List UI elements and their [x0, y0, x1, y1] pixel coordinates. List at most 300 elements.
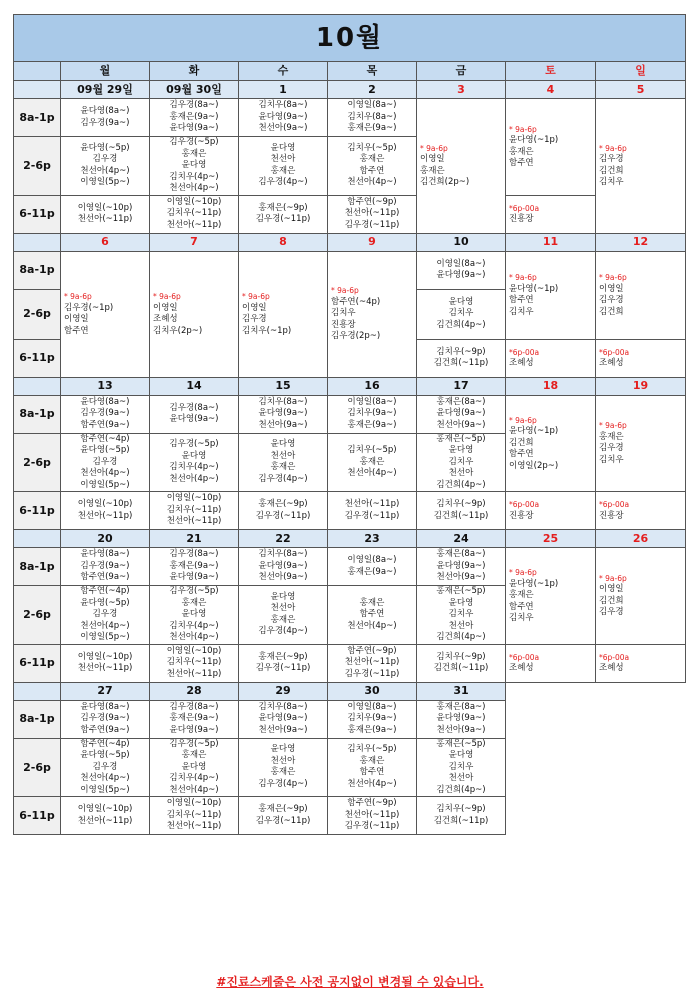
staff-entry: 천선아(~11p) [77, 510, 133, 521]
staff-entry: 함주연(~4p) [80, 738, 130, 749]
staff-entry: 윤다영(9a~) [169, 123, 219, 134]
staff-entry: 김우경 [599, 295, 624, 305]
staff-entry: 천선아(~11p) [344, 809, 400, 820]
schedule-cell [328, 99, 417, 137]
schedule-cell [417, 395, 506, 433]
staff-entry: 이영일(8a~) [347, 555, 397, 565]
staff-entry: 김치우(8a~) [347, 111, 397, 122]
staff-entry: 김치우(8a~) [258, 396, 308, 407]
staff-entry: 김우경 [92, 154, 118, 165]
date-cell: 28 [150, 682, 239, 700]
staff-entry: 이영일 [64, 314, 89, 324]
schedule-cell [328, 195, 417, 233]
staff-entry: 김치우 [448, 609, 474, 619]
staff-entry: 이영일(5p~) [80, 632, 130, 642]
staff-entry: 김건희 [509, 437, 534, 448]
staff-entry: 이영일(5p~) [80, 177, 130, 188]
hours-note: * 9a-6p [420, 143, 448, 153]
staff-entry: 윤다영(9a~) [258, 560, 308, 571]
schedule-table [13, 14, 686, 835]
saturday-night-cell [506, 339, 596, 377]
schedule-cell [328, 492, 417, 530]
date-row-corner [14, 530, 61, 548]
date-cell: 30 [328, 682, 417, 700]
staff-entry: 홍재은 [270, 462, 296, 473]
date-row-corner [14, 233, 61, 251]
staff-entry: 김우경 [92, 456, 118, 467]
staff-entry: 윤다영 [270, 142, 296, 153]
staff-entry: 함주연 [64, 325, 89, 336]
date-cell: 12 [596, 233, 686, 251]
date-cell: 18 [506, 377, 596, 395]
staff-entry: 천선아 [270, 603, 296, 614]
date-cell: 6 [61, 233, 150, 251]
date-cell: 21 [150, 530, 239, 548]
staff-entry: 함주연(~9p) [347, 645, 397, 656]
staff-entry: 김우경(8a~) [169, 402, 219, 413]
staff-entry: 천선아(4p~) [80, 468, 130, 478]
schedule-cell [328, 548, 417, 586]
night-hours-note: *6p-00a [509, 500, 540, 509]
date-cell: 09월 30일 [150, 81, 239, 99]
holiday-schedule-cell [150, 251, 239, 377]
staff-entry: 천선아(4p~) [80, 165, 130, 176]
page-title: 10월 [14, 15, 686, 62]
staff-entry: 김건희(~11p) [433, 663, 489, 673]
schedule-cell [417, 339, 506, 377]
staff-entry: 김치우(4p~) [169, 462, 219, 473]
staff-entry: 김건희(2p~) [420, 177, 470, 188]
date-row-corner [14, 377, 61, 395]
staff-entry: 김치우(4p~) [169, 171, 219, 182]
holiday-schedule-cell [328, 251, 417, 377]
staff-entry: 김치우(~11p) [166, 208, 222, 219]
time-slot-label: 8a-1p [14, 700, 61, 738]
schedule-cell [239, 700, 328, 738]
staff-entry: 함주연 [509, 601, 534, 612]
staff-entry: 이영일(8a~) [347, 701, 397, 712]
staff-entry: 홍재은(9a~) [169, 713, 219, 724]
staff-entry: 김치우(~5p) [347, 445, 397, 455]
time-slot-label: 8a-1p [14, 251, 61, 289]
staff-entry: 홍재은(~9p) [258, 804, 308, 814]
date-cell: 8 [239, 233, 328, 251]
staff-entry: 천선아(4p~) [169, 632, 219, 642]
schedule-cell [150, 137, 239, 196]
date-cell: 3 [417, 81, 506, 99]
schedule-cell [417, 492, 506, 530]
date-cell: 25 [506, 530, 596, 548]
schedule-cell [328, 700, 417, 738]
night-hours-note: *6p-00a [509, 652, 540, 662]
time-slot-label: 6-11p [14, 195, 61, 233]
staff-entry: 김건희(~11p) [433, 815, 489, 826]
staff-entry: 함주연 [359, 165, 385, 176]
staff-entry: 김우경(~5p) [169, 439, 219, 450]
staff-entry: 이영일(2p~) [509, 460, 559, 471]
staff-entry: 천선아 [448, 468, 474, 478]
staff-entry: 김치우(~9p) [436, 804, 486, 814]
staff-entry: 김치우(~11p) [166, 504, 222, 515]
staff-entry: 윤다영(~1p) [509, 578, 559, 589]
staff-entry: 윤다영 [270, 439, 296, 450]
schedule-cell [61, 797, 150, 835]
staff-entry: 김건희 [599, 595, 624, 606]
staff-entry: 이영일(~10p) [166, 798, 222, 809]
staff-entry: 천선아 [448, 773, 474, 783]
staff-entry: 김치우 [448, 456, 474, 467]
schedule-cell [239, 492, 328, 530]
hours-note: * 9a-6p [509, 273, 537, 282]
schedule-cell [328, 644, 417, 682]
empty-cell [506, 797, 686, 835]
schedule-cell [417, 289, 506, 339]
staff-entry: 천선아(9a~) [436, 724, 486, 735]
date-cell: 26 [596, 530, 686, 548]
corner-cell [14, 62, 61, 81]
staff-entry: 천선아(9a~) [258, 572, 308, 583]
staff-entry: 김치우(9a~) [347, 408, 397, 419]
staff-entry: 김건희(4p~) [436, 632, 486, 642]
saturday-night-cell [506, 644, 596, 682]
staff-entry: 윤다영(~5p) [80, 597, 130, 608]
night-hours-note: *6p-00a [599, 652, 630, 662]
staff-entry: 천선아(~11p) [77, 663, 133, 673]
staff-entry: 김치우(9a~) [347, 713, 397, 724]
staff-entry: 윤다영 [448, 445, 474, 455]
staff-entry: 천선아(4p~) [169, 473, 219, 484]
date-cell: 15 [239, 377, 328, 395]
hours-note: * 9a-6p [509, 415, 537, 425]
empty-cell [506, 700, 686, 738]
staff-entry: 홍재은 [270, 165, 296, 176]
saturday-day-cell [506, 251, 596, 339]
staff-entry: 김우경 [92, 761, 118, 772]
staff-entry: 윤다영(~5p) [80, 445, 130, 455]
staff-entry: 홍재은 [359, 456, 385, 467]
weekday-header: 목 [328, 62, 417, 81]
staff-entry: 김치우(8a~) [258, 100, 308, 111]
date-cell: 11 [506, 233, 596, 251]
schedule-cell [239, 586, 328, 645]
staff-entry: 김치우(4p~) [169, 773, 219, 783]
time-slot-label: 8a-1p [14, 99, 61, 137]
staff-entry: 이영일(~10p) [77, 499, 133, 509]
hours-note: * 9a-6p [599, 421, 627, 431]
staff-entry: 윤다영(8a~) [80, 701, 130, 712]
staff-entry: 이영일(5p~) [80, 784, 130, 795]
schedule-cell [239, 797, 328, 835]
staff-entry: 홍재은(~9p) [258, 202, 308, 213]
staff-entry: 김치우(2p~) [153, 325, 203, 336]
schedule-cell [61, 195, 150, 233]
staff-entry: 윤다영(9a~) [258, 713, 308, 724]
staff-entry: 함주연(~9p) [347, 798, 397, 809]
schedule-cell [150, 700, 239, 738]
date-cell: 14 [150, 377, 239, 395]
schedule-cell [417, 700, 506, 738]
staff-entry: 조혜성 [509, 663, 534, 673]
staff-entry: 윤다영(8a~) [80, 396, 130, 407]
time-slot-label: 6-11p [14, 797, 61, 835]
staff-entry: 홍재은(9a~) [347, 724, 397, 735]
staff-entry: 김건희(4p~) [436, 479, 486, 490]
staff-entry: 윤다영(9a~) [169, 724, 219, 735]
sunday-day-cell [596, 548, 686, 645]
staff-entry: 이영일(8a~) [347, 396, 397, 407]
staff-entry: 함주연(~4p) [80, 433, 130, 444]
staff-entry: 천선아(~11p) [166, 668, 222, 679]
staff-entry: 윤다영 [270, 744, 296, 755]
staff-entry: 김우경(~5p) [169, 586, 219, 596]
staff-entry: 윤다영 [448, 597, 474, 608]
schedule-cell [328, 797, 417, 835]
staff-entry: 천선아(9a~) [258, 724, 308, 735]
staff-entry: 홍재은(9a~) [347, 419, 397, 430]
staff-entry: 진흥장 [509, 510, 534, 521]
date-cell: 31 [417, 682, 506, 700]
night-hours-note: *6p-00a [509, 203, 540, 213]
staff-entry: 천선아 [270, 755, 296, 766]
schedule-notice: #진료스케줄은 사전 공지없이 변경될 수 있습니다. [216, 975, 484, 989]
staff-entry: 김우경(~11p) [344, 219, 400, 230]
staff-entry: 이영일(8a~) [347, 100, 397, 111]
time-slot-label: 2-6p [14, 289, 61, 339]
schedule-cell [61, 433, 150, 492]
saturday-day-cell [506, 99, 596, 196]
hours-note: * 9a-6p [599, 143, 627, 153]
date-cell: 24 [417, 530, 506, 548]
schedule-cell [417, 644, 506, 682]
staff-entry: 김치우(8a~) [258, 549, 308, 560]
staff-entry: 이영일(~10p) [166, 645, 222, 656]
staff-entry: 김건희(~11p) [433, 358, 489, 368]
staff-entry: 천선아(~11p) [344, 499, 400, 509]
staff-entry: 윤다영 [181, 609, 207, 619]
staff-entry: 윤다영(9a~) [436, 270, 486, 280]
staff-entry: 홍재은(9a~) [169, 560, 219, 571]
staff-entry: 홍재은(~9p) [258, 499, 308, 509]
staff-entry: 함주연(~9p) [347, 196, 397, 207]
time-slot-label: 6-11p [14, 644, 61, 682]
staff-entry: 천선아(4p~) [347, 468, 397, 478]
staff-entry: 홍재은 [270, 614, 296, 625]
staff-entry: 천선아(~11p) [166, 219, 222, 230]
staff-entry: 김건희(4p~) [436, 784, 486, 795]
schedule-cell [150, 492, 239, 530]
staff-entry: 김치우 [509, 613, 534, 623]
staff-entry: 김건희 [599, 306, 624, 317]
date-cell: 2 [328, 81, 417, 99]
staff-entry: 김우경(8a~) [169, 100, 219, 111]
time-slot-label: 2-6p [14, 586, 61, 645]
schedule-cell [61, 395, 150, 433]
staff-entry: 김치우(~5p) [347, 142, 397, 153]
staff-entry: 함주연(~4p) [331, 296, 381, 307]
staff-entry: 김우경(9a~) [80, 713, 130, 724]
date-cell: 5 [596, 81, 686, 99]
staff-entry: 함주연(9a~) [80, 724, 130, 735]
schedule-cell [61, 586, 150, 645]
staff-entry: 홍재은 [181, 148, 207, 159]
staff-entry: 윤다영(9a~) [169, 414, 219, 424]
weekday-header: 수 [239, 62, 328, 81]
staff-entry: 김치우(~5p) [347, 744, 397, 755]
staff-entry: 함주연 [509, 295, 534, 305]
staff-entry: 김치우(~1p) [242, 325, 292, 336]
saturday-night-cell [506, 492, 596, 530]
staff-entry: 이영일(~10p) [77, 651, 133, 662]
staff-entry: 김우경(~11p) [255, 510, 311, 521]
staff-entry: 김우경 [92, 609, 118, 619]
schedule-cell [150, 195, 239, 233]
hours-note: * 9a-6p [509, 124, 537, 134]
staff-entry: 김우경 [599, 154, 624, 165]
staff-entry: 홍재은(9a~) [347, 123, 397, 134]
schedule-cell [150, 797, 239, 835]
schedule-cell [61, 700, 150, 738]
date-row-corner [14, 81, 61, 99]
friday-schedule-cell [417, 99, 506, 234]
staff-entry: 윤다영(~1p) [509, 135, 559, 146]
staff-entry: 천선아(~11p) [344, 657, 400, 668]
weekday-header: 일 [596, 62, 686, 81]
hours-note: * 9a-6p [599, 273, 627, 282]
staff-entry: 홍재은 [181, 750, 207, 760]
staff-entry: 김치우(~9p) [436, 499, 486, 509]
staff-entry: 김우경(4p~) [258, 626, 308, 637]
date-cell: 13 [61, 377, 150, 395]
staff-entry: 천선아 [270, 450, 296, 461]
staff-entry: 홍재은(~5p) [436, 738, 486, 749]
staff-entry: 김우경(~5p) [169, 738, 219, 749]
staff-entry: 천선아(9a~) [436, 419, 486, 430]
schedule-cell [239, 644, 328, 682]
schedule-cell [239, 195, 328, 233]
staff-entry: 홍재은 [359, 597, 385, 608]
staff-entry: 천선아 [448, 620, 474, 631]
staff-entry: 윤다영 [181, 160, 207, 170]
schedule-cell [239, 738, 328, 797]
staff-entry: 함주연 [359, 609, 385, 619]
staff-entry: 이영일(~10p) [166, 493, 222, 504]
staff-entry: 천선아(4p~) [80, 620, 130, 631]
night-hours-note: *6p-00a [509, 347, 540, 357]
weekday-header: 화 [150, 62, 239, 81]
holiday-schedule-cell [61, 251, 150, 377]
time-slot-label: 2-6p [14, 738, 61, 797]
staff-entry: 천선아(9a~) [436, 572, 486, 583]
staff-entry: 김우경(9a~) [80, 408, 130, 419]
time-slot-label: 8a-1p [14, 548, 61, 586]
staff-entry: 윤다영 [181, 450, 207, 461]
staff-entry: 윤다영(9a~) [436, 713, 486, 724]
staff-entry: 김치우 [599, 177, 624, 188]
schedule-cell [239, 395, 328, 433]
schedule-cell [61, 492, 150, 530]
time-slot-label: 6-11p [14, 339, 61, 377]
staff-entry: 함주연 [509, 158, 534, 169]
staff-entry: 김우경 [599, 607, 624, 618]
staff-entry: 윤다영(~1p) [509, 426, 559, 436]
staff-entry: 윤다영(9a~) [258, 408, 308, 419]
weekday-header: 금 [417, 62, 506, 81]
staff-entry: 김치우(8a~) [258, 701, 308, 712]
schedule-cell [61, 738, 150, 797]
staff-entry: 김우경(9a~) [80, 117, 130, 128]
staff-entry: 김건희(~11p) [433, 510, 489, 521]
staff-entry: 윤다영(8a~) [80, 106, 130, 116]
staff-entry: 윤다영 [181, 761, 207, 772]
staff-entry: 홍재은 [270, 767, 296, 778]
date-cell: 1 [239, 81, 328, 99]
staff-entry: 김치우 [331, 308, 356, 319]
staff-entry: 홍재은(9a~) [169, 111, 219, 122]
staff-entry: 홍재은(~9p) [258, 651, 308, 662]
schedule-cell [150, 644, 239, 682]
staff-entry: 이영일 [242, 302, 267, 313]
staff-entry: 홍재은(~5p) [436, 586, 486, 596]
staff-entry: 김우경(~1p) [64, 302, 114, 313]
staff-entry: 김건희 [599, 165, 624, 176]
schedule-cell [328, 738, 417, 797]
staff-entry: 천선아(~11p) [166, 821, 222, 832]
staff-entry: 윤다영(9a~) [258, 111, 308, 122]
hours-note: * 9a-6p [599, 573, 627, 583]
schedule-cell [150, 395, 239, 433]
staff-entry: 함주연 [359, 767, 385, 778]
date-cell: 16 [328, 377, 417, 395]
staff-entry: 김우경(~11p) [344, 510, 400, 521]
staff-entry: 홍재은 [599, 431, 624, 442]
staff-entry: 함주연 [509, 449, 534, 459]
staff-entry: 김건희(4p~) [436, 319, 486, 330]
staff-entry: 김치우(4p~) [169, 620, 219, 631]
staff-entry: 김치우 [448, 761, 474, 772]
staff-entry: 천선아(4p~) [347, 177, 397, 188]
staff-entry: 조혜성 [599, 663, 624, 673]
schedule-cell [61, 137, 150, 196]
schedule-cell [61, 644, 150, 682]
schedule-cell [61, 548, 150, 586]
staff-entry: 김우경(8a~) [169, 701, 219, 712]
schedule-cell [150, 586, 239, 645]
staff-entry: 윤다영 [448, 296, 474, 307]
staff-entry: 김치우(~11p) [166, 657, 222, 668]
schedule-cell [417, 738, 506, 797]
staff-entry: 천선아(~11p) [77, 214, 133, 224]
staff-entry: 천선아(9a~) [258, 419, 308, 430]
date-cell: 19 [596, 377, 686, 395]
staff-entry: 천선아(4p~) [80, 773, 130, 783]
saturday-day-cell [506, 548, 596, 645]
staff-entry: 김우경(8a~) [169, 549, 219, 560]
staff-entry: 김우경(4p~) [258, 473, 308, 484]
staff-entry: 김치우(~9p) [436, 651, 486, 662]
saturday-day-cell [506, 395, 596, 492]
staff-entry: 천선아(4p~) [347, 778, 397, 789]
staff-entry: 김우경(~11p) [344, 668, 400, 679]
schedule-cell [328, 137, 417, 196]
staff-entry: 홍재은(~5p) [436, 433, 486, 444]
staff-entry: 김우경(~11p) [255, 214, 311, 224]
staff-entry: 이영일 [420, 154, 445, 165]
schedule-cell [150, 99, 239, 137]
schedule-cell [239, 548, 328, 586]
staff-entry: 조혜성 [509, 358, 534, 368]
staff-entry: 윤다영(~5p) [80, 750, 130, 760]
saturday-night-cell [506, 195, 596, 233]
